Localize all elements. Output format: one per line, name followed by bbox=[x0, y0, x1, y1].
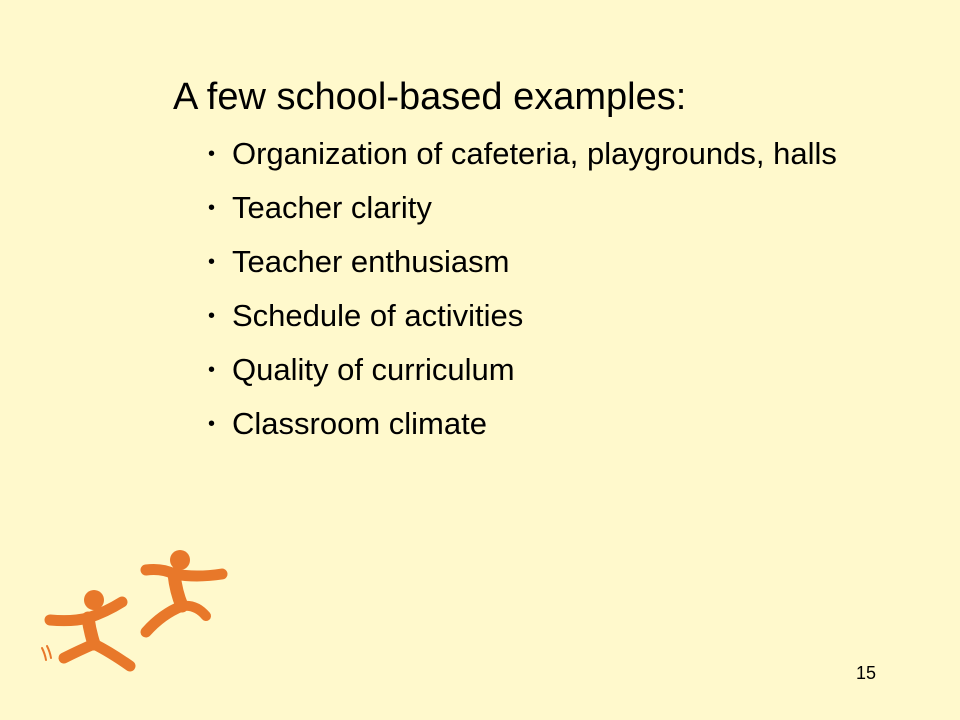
bullet-text: Teacher enthusiasm bbox=[232, 244, 510, 279]
bullet-icon: • bbox=[208, 143, 216, 165]
list-item bbox=[208, 188, 868, 228]
bullet-text: Organization of cafeteria, playgrounds, halls bbox=[232, 136, 837, 171]
bullet-icon: • bbox=[208, 305, 216, 327]
bullet-icon: • bbox=[208, 359, 216, 381]
list-item bbox=[208, 404, 868, 444]
bullet-icon: • bbox=[208, 197, 216, 219]
bullet-list bbox=[208, 134, 868, 458]
bullet-icon: • bbox=[208, 413, 216, 435]
list-item bbox=[208, 296, 868, 336]
bullet-text: Teacher clarity bbox=[232, 190, 432, 225]
bullet-icon: • bbox=[208, 251, 216, 273]
bullet-text: Schedule of activities bbox=[232, 298, 524, 333]
jumping-figures-icon bbox=[36, 548, 236, 678]
page-number: 15 bbox=[856, 663, 877, 683]
list-item bbox=[208, 242, 868, 282]
slide-heading: A few school-based examples: bbox=[173, 76, 687, 118]
list-item bbox=[208, 134, 868, 174]
list-item bbox=[208, 350, 868, 390]
bullet-text: Classroom climate bbox=[232, 406, 487, 441]
bullet-text: Quality of curriculum bbox=[232, 352, 515, 387]
